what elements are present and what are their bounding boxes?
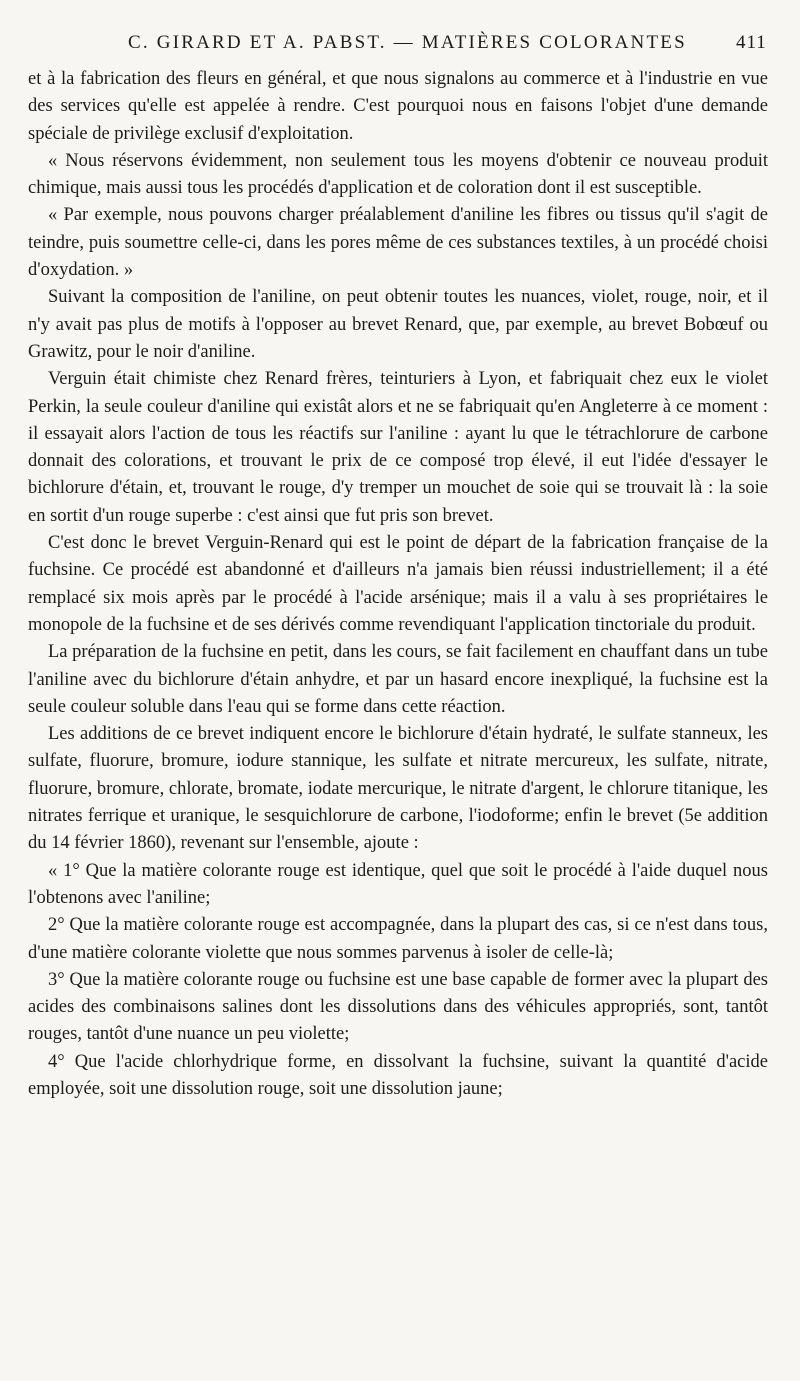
page-number: 411 bbox=[736, 32, 767, 53]
paragraph: Suivant la composition de l'aniline, on peut obtenir toutes les nuances, violet, rouge, noir, et il n'y avait pas plus de motifs à l'opposer au brevet Renard, que, par exemple, au brevet Bobœuf ou Grawitz, pour le noir d'aniline. bbox=[28, 287, 768, 362]
paragraph: 2° Que la matière colorante rouge est accompagnée, dans la plupart des cas, si ce n'est dans tous, d'une matière colorante violette que nous sommes parvenus à isoler de celle-là; bbox=[28, 915, 768, 963]
paragraph: et à la fabrication des fleurs en général, et que nous signalons au commerce et à l'industrie en vue des services qu'elle est appelée à rendre. C'est pourquoi nous en faisons l'objet d'une demande spéciale de privilège exclusif d'exploitation. bbox=[28, 69, 768, 144]
paragraph: Verguin était chimiste chez Renard frères, teinturiers à Lyon, et fabriquait chez eux le violet Perkin, la seule couleur d'aniline qui existât alors et ne se fabriquait qu'en Angleterre à ce moment : il essayait alors l'action de tous les réactifs sur l'aniline : ayant lu que le tétrachlorure de carbone donnait des colorations, et trouvant le prix de ce composé trop élevé, il eut l'idée d'essayer le bichlorure d'étain, et, trouvant le rouge, d'y tremper un mouchet de soie qui se trouvait là : la soie en sortit d'un rouge superbe : c'est ainsi que fut pris son brevet. bbox=[28, 369, 768, 526]
body-text bbox=[28, 66, 768, 1103]
paragraph: « Par exemple, nous pouvons charger préalablement d'aniline les fibres ou tissus qu'il s'agit de teindre, puis soumettre celle-ci, dans les pores même de ces substances textiles, à un procédé choisi d'oxydation. » bbox=[28, 205, 768, 281]
paragraph: La préparation de la fuchsine en petit, dans les cours, se fait facilement en chauffant dans un tube l'aniline avec du bichlorure d'étain anhydre, et par un hasard encore inexpliqué, la fuchsine est la seule couleur soluble dans l'eau qui se forme dans cette réaction. bbox=[28, 642, 768, 717]
paragraph: 3° Que la matière colorante rouge ou fuchsine est une base capable de former avec la plupart des acides des combinaisons salines dont les dissolutions dans des véhicules appropriés, sont, tantôt rouges, tantôt d'une nuance un peu violette; bbox=[28, 969, 768, 1045]
running-header bbox=[0, 28, 800, 64]
paragraph: « Nous réservons évidemment, non seulement tous les moyens d'obtenir ce nouveau produit chimique, mais aussi tous les procédés d'application et de coloration dont il est susceptible. bbox=[28, 150, 768, 199]
paragraph: Les additions de ce brevet indiquent encore le bichlorure d'étain hydraté, le sulfate stanneux, les sulfate, fluorure, bromure, iodure stannique, les sulfate et nitrate mercureux, les sulfate, nitrate, fluorure, bromure, chlorate, bromate, iodate mercurique, le nitrate d'argent, le chlorure titanique, les nitrates ferrique et uranique, le sesquichlorure de carbone, l'iodoforme; enfin le brevet (5e addition du 14 février 1860), revenant sur l'ensemble, ajoute : bbox=[28, 724, 768, 854]
running-title: C. GIRARD ET A. PABST. — MATIÈRES COLORANTES bbox=[128, 32, 687, 53]
paragraph: C'est donc le brevet Verguin-Renard qui est le point de départ de la fabrication française de la fuchsine. Ce procédé est abandonné et d'ailleurs n'a jamais bien réussi industriellement; il a été remplacé six mois après par le procédé à l'acide arsénique; mais il a valu à ses propriétaires le monopole de la fuchsine et de ses dérivés comme revendiquant l'application tinctoriale du produit. bbox=[28, 533, 768, 635]
paragraph: « 1° Que la matière colorante rouge est identique, quel que soit le procédé à l'aide duquel nous l'obtenons avec l'aniline; bbox=[28, 860, 768, 908]
paragraph: 4° Que l'acide chlorhydrique forme, en dissolvant la fuchsine, suivant la quantité d'acide employée, soit une dissolution rouge, soit une dissolution jaune; bbox=[28, 1051, 768, 1099]
